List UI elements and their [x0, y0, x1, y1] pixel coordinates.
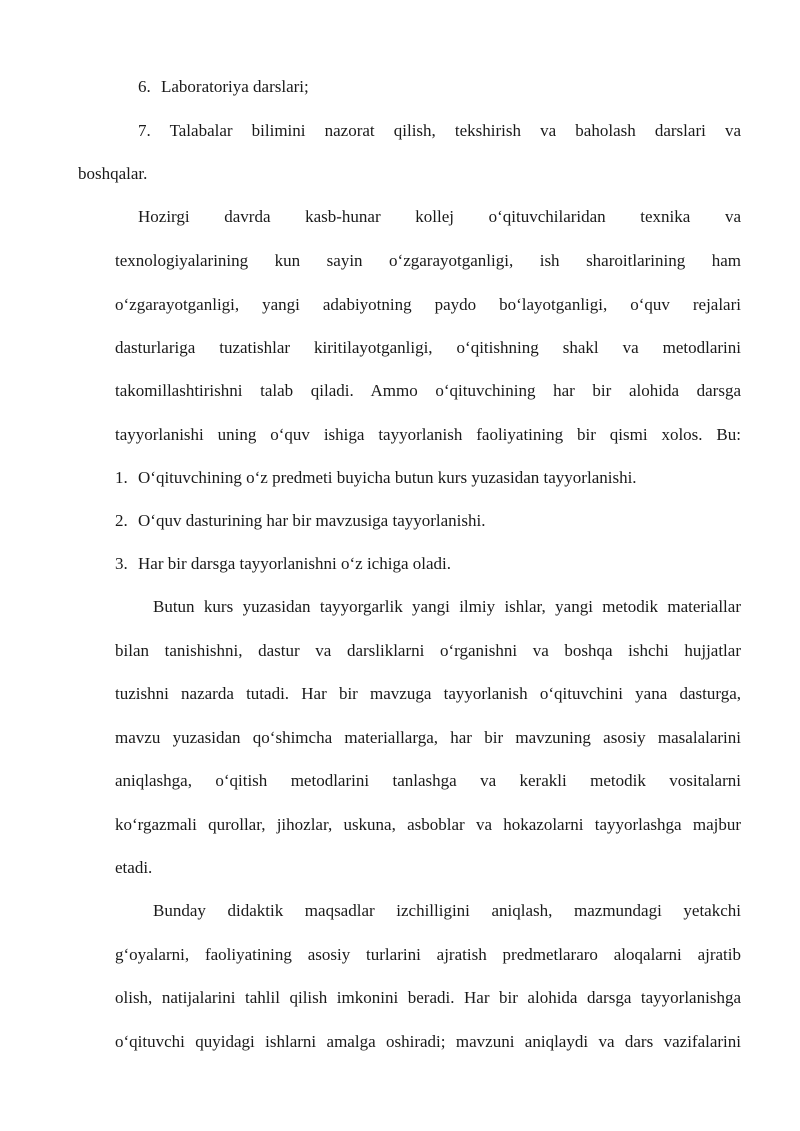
paragraph-line: dasturlariga tuzatishlar kiritilayotganligi, o‘qitishning shakl va metodlarini: [115, 338, 741, 357]
list-number: 7.: [138, 121, 151, 140]
list-item-6: [138, 76, 309, 98]
list-number: 6.: [138, 77, 151, 96]
paragraph-line: tayyorlanishi uning o‘quv ishiga tayyorlanish faoliyatining bir qismi xolos. Bu:: [115, 425, 741, 444]
paragraph-line: g‘oyalarni, faoliyatining asosiy turlarini ajratish predmetlararo aloqalarni ajratib: [115, 945, 741, 964]
list-number: 1.: [115, 468, 128, 487]
list-text: Laboratoriya darslari;: [161, 77, 309, 96]
paragraph-line: Butun kurs yuzasidan tayyorgarlik yangi ilmiy ishlar, yangi metodik materiallar: [153, 597, 741, 616]
paragraph-line: texnologiyalarining kun sayin o‘zgarayotganligi, ish sharoitlarining ham: [115, 251, 741, 270]
paragraph-line: o‘qituvchi quyidagi ishlarni amalga oshiradi; mavzuni aniqlaydi va dars vazifalarini: [115, 1032, 741, 1051]
paragraph-line: o‘zgarayotganligi, yangi adabiyotning paydo bo‘layotganligi, o‘quv rejalari: [115, 295, 741, 314]
list-text: O‘quv dasturining har bir mavzusiga tayyorlanishi.: [138, 511, 486, 530]
list-item-3: [115, 553, 451, 575]
paragraph-line: bilan tanishishni, dastur va darsliklarni o‘rganishni va boshqa ishchi hujjatlar: [115, 641, 741, 660]
list-text: Har bir darsga tayyorlanishni o‘z ichiga oladi.: [138, 554, 451, 573]
list-item-7-continuation: boshqalar.: [78, 164, 148, 183]
list-text: O‘qituvchining o‘z predmeti buyicha butun kurs yuzasidan tayyorlanishi.: [138, 468, 637, 487]
list-number: 3.: [115, 554, 128, 573]
paragraph-line: tuzishni nazarda tutadi. Har bir mavzuga tayyorlanish o‘qituvchini yana dasturga,: [115, 684, 741, 703]
paragraph-line: etadi.: [115, 858, 153, 877]
list-item-7: [138, 120, 741, 142]
list-item-2: [115, 510, 485, 532]
paragraph-line: aniqlashga, o‘qitish metodlarini tanlashga va kerakli metodik vositalarni: [115, 771, 741, 790]
paragraph-line: mavzu yuzasidan qo‘shimcha materiallarga, har bir mavzuning asosiy masalalarini: [115, 728, 741, 747]
list-number: 2.: [115, 511, 128, 530]
paragraph-line: Bunday didaktik maqsadlar izchilligini aniqlash, mazmundagi yetakchi: [153, 901, 741, 920]
list-text: Talabalar bilimini nazorat qilish, tekshirish va baholash darslari va: [169, 121, 741, 140]
list-item-1: [115, 467, 637, 489]
paragraph-line: olish, natijalarini tahlil qilish imkonini beradi. Har bir alohida darsga tayyorlanishga: [115, 988, 741, 1007]
paragraph-line: ko‘rgazmali qurollar, jihozlar, uskuna, asboblar va hokazolarni tayyorlashga majbur: [115, 815, 741, 834]
paragraph-line: takomillashtirishni talab qiladi. Ammo o‘qituvchining har bir alohida darsga: [115, 381, 741, 400]
paragraph-line: Hozirgi davrda kasb-hunar kollej o‘qituvchilaridan texnika va: [138, 207, 741, 226]
